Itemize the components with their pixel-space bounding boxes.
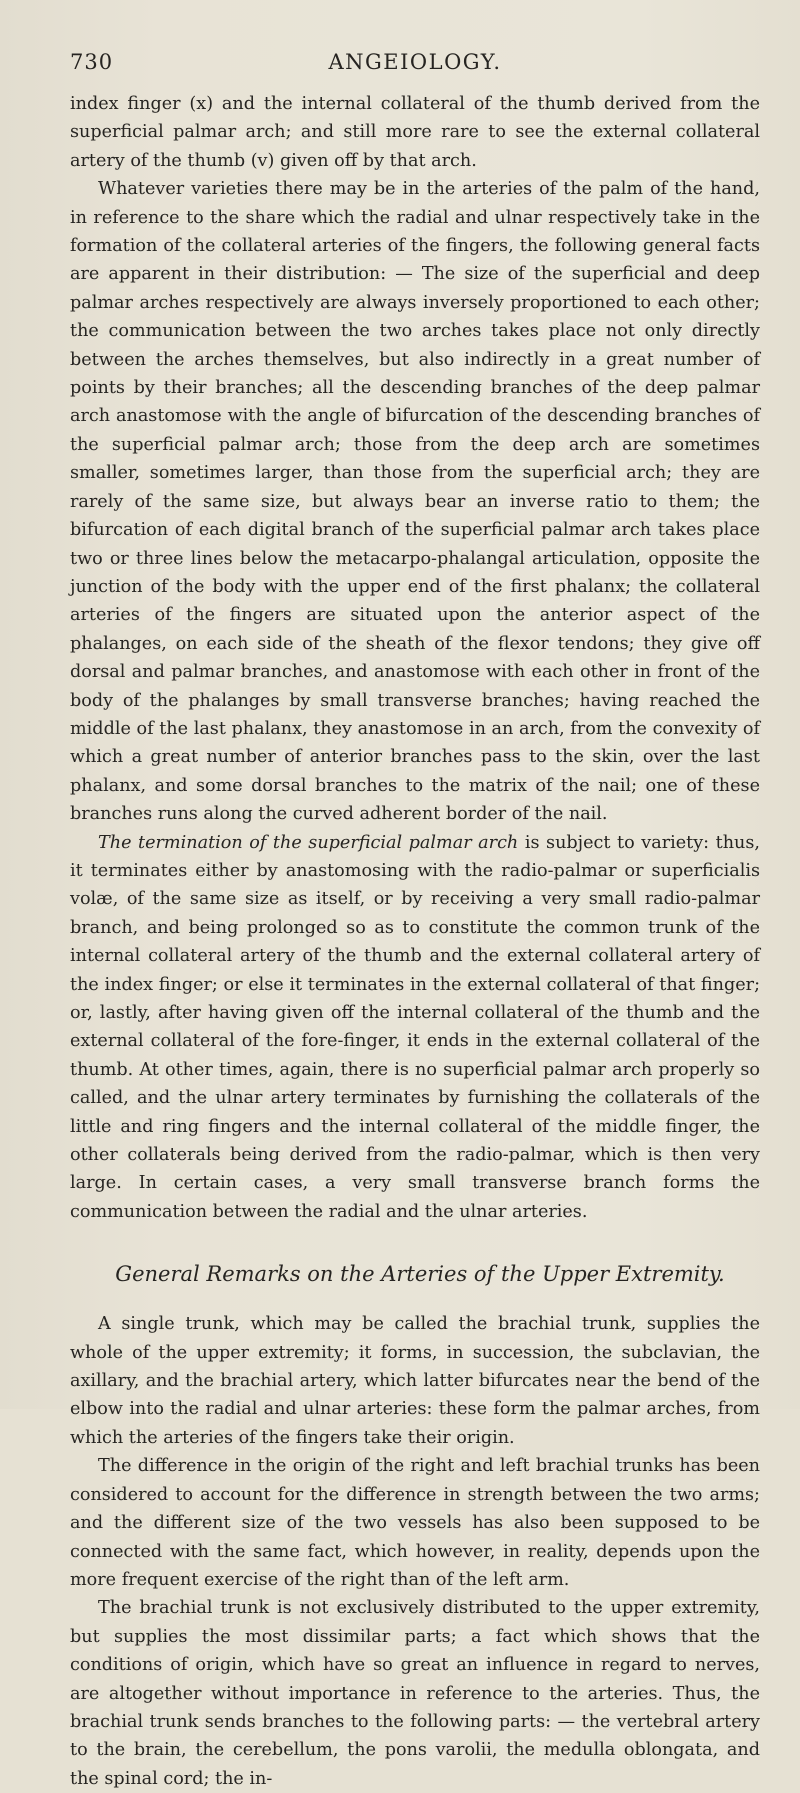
italic-lead-phrase: The termination of the superficial palmar arch: [98, 832, 519, 853]
paragraph-brachial-trunk: A single trunk, which may be called the brachial trunk, supplies the whole of the upper extremity; it forms, in succession, the subclavian, the axillary, and the brachial artery, which latter bifurcates near the bend of the elbow into the radial and ulnar arteries: these form the palmar arches, from which the arteries of the fingers take their origin.: [70, 1314, 760, 1448]
section-heading: General Remarks on the Arteries of the Upper Extremity.: [115, 1262, 725, 1287]
running-head: [70, 50, 760, 76]
paragraph-brachial-distribution: The brachial trunk is not exclusively distributed to the upper extremity, but supplies the most dissimilar parts; a fact which shows that the conditions of origin, which have so great an influence in regard to nerves, are altogether without importance in reference to the arteries. Thus, the brachial trunk sends branches to the following parts: — the vertebral artery to the brain, the cerebellum, the pons varolii, the medulla oblongata, and the spinal cord; the in-: [70, 1598, 760, 1789]
paragraph-palm-arteries: Whatever varieties there may be in the arteries of the palm of the hand, in reference to the share which the radial and ulnar respectively take in the formation of the collateral arteries of the fingers, the following general facts are apparent in their distribution: — The size of the superficial and deep palmar arches respectively are always inversely proportioned to each other; the communication between the two arches takes place not only directly between the arches themselves, but also indirectly in a great number of points by their branches; all the descending branches of the deep palmar arch anastomose with the angle of bifurcation of the descending branches of the superficial palmar arch; those from the deep arch are sometimes smaller, sometimes larger, than those from the superficial arch; they are rarely of the same size, but always bear an inverse ratio to them; the bifurcation of each digital branch of the superficial palmar arch takes place two or three lines below the metacarpo-phalangal articulation, opposite the junction of the body with the upper end of the first phalanx; the collateral arteries of the fingers are situated upon the anterior aspect of the phalanges, on each side of the sheath of the flexor tendons; they give off dorsal and palmar branches, and anastomose with each other in front of the body of the phalanges by small transverse branches; having reached the middle of the last phalanx, they anastomose in an arch, from the convexity of which a great number of anterior branches pass to the skin, over the last phalanx, and some dorsal branches to the matrix of the nail; one of these branches runs along the curved adherent border of the nail.: [70, 179, 760, 825]
page-number: 730: [70, 50, 114, 74]
paragraph-body-text: is subject to variety: thus, it terminates either by anastomosing with the radio-palmar or superficialis volæ, of the same size as itself, or by receiving a very small radio-palmar branch, and being prolonged so as to constitute the common trunk of the internal collateral artery of the thumb and the external collateral artery of the index finger; or else it terminates in the external collateral of that finger; or, lastly, after having given off the internal collateral of the thumb and the external collateral of the fore-finger, it ends in the external collateral of the thumb. At other times, again, there is no superficial palmar arch properly so called, and the ulnar artery terminates by furnishing the collaterals of the little and ring fingers and the internal collateral of the middle finger, the other collaterals being derived from the radio-palmar, which is then very large. In certain cases, a very small transverse branch forms the communication between the radial and the ulnar arteries.: [70, 832, 760, 1222]
paragraph-continuation: index finger (x) and the internal collateral of the thumb derived from the superficial palmar arch; and still more rare to see the external collateral artery of the thumb (v) given off by that arch.: [70, 94, 760, 171]
running-title: ANGEIOLOGY.: [328, 50, 502, 74]
paragraph-right-left-difference: The difference in the origin of the right and left brachial trunks has been considered to account for the difference in strength between the two arms; and the different size of the two vessels has also been supposed to be connected with the same fact, which however, in reality, depends upon the more frequent exercise of the right than of the left arm.: [70, 1456, 760, 1590]
paragraph-superficial-arch-termination: [70, 829, 760, 1227]
